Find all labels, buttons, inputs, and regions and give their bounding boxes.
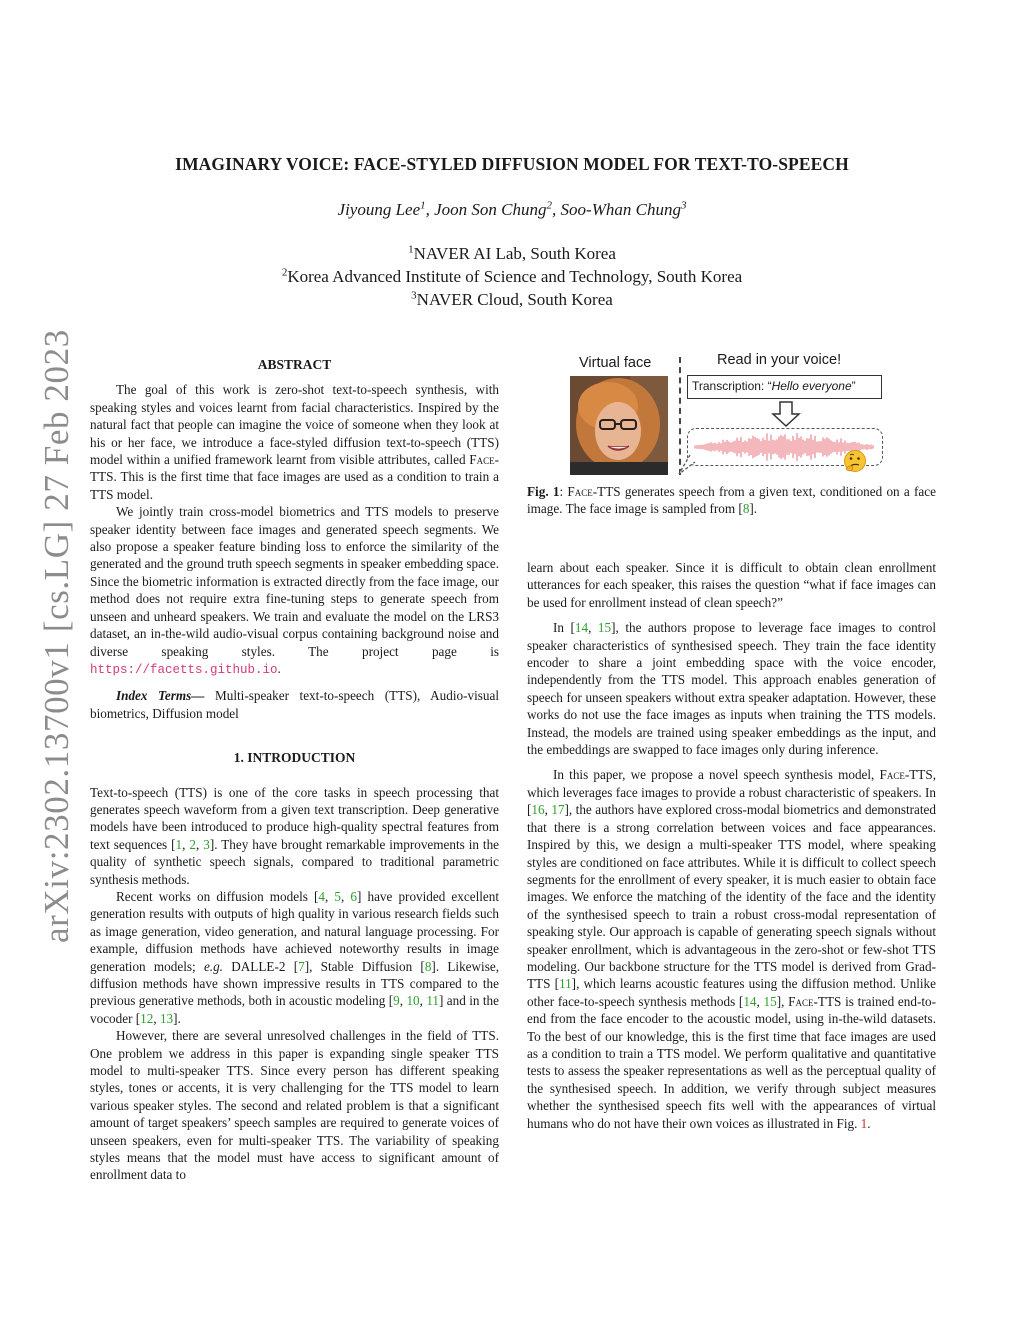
affiliation xyxy=(0,267,1024,287)
thinking-emoji-icon xyxy=(843,449,867,473)
author-name: Soo-Whan Chung xyxy=(560,200,681,219)
read-in-voice-label: Read in your voice! xyxy=(717,352,842,368)
intro-paragraph: However, there are several unresolved challenges in the field of TTS. One problem we address in this paper is expanding single speaker TTS model to multi-speaker TTS. Since every person has different speaking styles, tones or accents, it is very challenging for the TTS model to learn various speaker styles. The second and related problem is that a significant amount of target speakers’ speech samples are required to generate voices of unseen speakers, even for multi-speaker TTS. The variability of speaking styles means that the model must have access to significant amount of enrollment data to xyxy=(90,1028,499,1183)
affiliation-text: NAVER AI Lab, South Korea xyxy=(413,244,616,263)
intro-paragraph: In [14, 15], the authors propose to leverage face images to control speaker characteristics of synthesised speech. They train the face identity encoder to share a joint embedding space with the voice encoder, independently from the TTS model. This approach enables generation of speech for unseen speakers without extra speaker adaptation. However, these works do not use the face images as inputs when training the TTS models. Instead, the models are trained using speaker embeddings as the input, and the embeddings are swapped to face images only during inference. xyxy=(527,620,936,758)
citation-link[interactable]: 9 xyxy=(393,993,400,1009)
citation-link[interactable]: 11 xyxy=(558,976,572,992)
citation-link[interactable]: 8 xyxy=(424,958,432,974)
author-name: Joon Son Chung xyxy=(434,200,547,219)
down-arrow-icon xyxy=(770,400,802,428)
introduction-heading: 1. INTRODUCTION xyxy=(233,750,356,766)
intro-paragraph: learn about each speaker. Since it is difficult to obtain clean enrollment utterances for each speaker, this raises the question “what if face images can be used for enrollment instead of clean speech?” xyxy=(527,560,936,610)
affiliation-sup: 3 xyxy=(411,289,417,302)
citation-link[interactable]: 1 xyxy=(175,836,183,852)
project-page-link[interactable]: https://facetts.github.io xyxy=(90,662,278,677)
affiliation-sup: 2 xyxy=(281,266,288,279)
author-sup: 2 xyxy=(546,199,553,212)
citation-link[interactable]: 7 xyxy=(298,958,305,974)
citation-link[interactable]: 15 xyxy=(763,993,777,1009)
paper-title: IMAGINARY VOICE: FACE-STYLED DIFFUSION MODEL FOR TEXT-TO-SPEECH xyxy=(175,154,849,174)
face-portrait-image xyxy=(570,376,668,475)
right-column xyxy=(527,559,936,1132)
transcription-box xyxy=(687,375,882,399)
abstract-paragraph: The goal of this work is zero-shot text-to-speech synthesis, with speaking styles and voices learnt from facial characteristics. Inspired by the natural fact that people can imagine the voice of someone when they look at his or her face, we introduce a face-styled diffusion text-to-speech (TTS) model within a unified framework learnt from visible attributes, called Face-TTS. This is the first time that face images are used as a condition to train a TTS model. xyxy=(90,382,499,502)
index-terms: Index Terms— Multi-speaker text-to-speech (TTS), Audio-visual biometrics, Diffusion model xyxy=(90,688,499,721)
citation-link[interactable]: 5 xyxy=(334,888,341,904)
citation-link[interactable]: 4 xyxy=(318,888,325,904)
face-image xyxy=(570,376,668,475)
citation-link[interactable]: 14 xyxy=(574,620,589,636)
virtual-face-label: Virtual face xyxy=(579,355,652,371)
left-column xyxy=(90,356,499,1184)
citation-link[interactable]: 12 xyxy=(140,1010,154,1026)
affiliation xyxy=(0,290,1024,310)
citation-link[interactable]: 15 xyxy=(597,620,612,636)
citation-link[interactable]: 16 xyxy=(531,802,545,818)
affiliation-text: NAVER Cloud, South Korea xyxy=(416,290,613,309)
abstract-paragraph: We jointly train cross-model biometrics and TTS models to preserve speaker identity between face images and generated speech segments. We also propose a speaker feature binding loss to enforce the similarity of the generated and the ground truth speech segments in speaker embedding space. Since the biometric information is extracted directly from the face image, our method does not require extra fine-tuning steps to generate speech from unseen and unheard speakers. We train and evaluate the model on the LRS3 dataset, an in-the-wild audio-visual corpus containing background noise and diverse speaking styles. The project page is https://facetts.github.io. xyxy=(90,504,499,677)
citation-link[interactable]: 11 xyxy=(426,993,440,1009)
figure-ref-link[interactable]: 1 xyxy=(860,1115,868,1131)
affiliation xyxy=(0,244,1024,264)
citation-link[interactable]: 6 xyxy=(350,888,357,904)
arxiv-identifier: arXiv:2302.13700v1 [cs.LG] 27 Feb 2023 xyxy=(37,329,76,943)
citation-link[interactable]: 3 xyxy=(203,836,210,852)
citation-link[interactable]: 13 xyxy=(159,1010,174,1026)
figure-caption: Fig. 1: Face-TTS generates speech from a given text, conditioned on a face image. The face image is sampled from [8]. xyxy=(527,484,936,517)
intro-paragraph: Recent works on diffusion models [4, 5, 6] have provided excellent generation results with outputs of high quality in various research fields such as image generation, video generation, and natural language processing. For example, diffusion methods have achieved noteworthy results in image generation models; e.g. DALLE-2 [7], Stable Diffusion [8]. Likewise, diffusion methods have shown impressive results in TTS compared to the previous generative methods, both in acoustic modeling [9, 10, 11] and in the vocoder [12, 13]. xyxy=(90,888,500,1026)
citation-link[interactable]: 14 xyxy=(743,993,757,1009)
transcription-label: Transcription: “ xyxy=(692,379,772,393)
abstract-heading: ABSTRACT xyxy=(257,357,332,372)
citation-link[interactable]: 2 xyxy=(189,836,196,852)
transcription-text: Hello everyone xyxy=(771,379,852,393)
citation-link[interactable]: 8 xyxy=(742,501,750,517)
affiliation-sup: 1 xyxy=(408,243,414,256)
author-list: Jiyoung Lee$^1$, Joon Son Chung$^2$, Soo-Whan Chung$^3$ xyxy=(337,199,687,219)
citation-link[interactable]: 17 xyxy=(551,802,565,818)
intro-paragraph: In this paper, we propose a novel speech synthesis model, Face-TTS, which leverages face images to provide a robust characteristic of speakers. In [16, 17], the authors have explored cross-modal biometrics and demonstrated that there is a strong correlation between voices and face appearances. Inspired by this, we design a multi-speaker TTS model, where speaking styles are conditioned on face attributes. While it is difficult to collect speech segments for the enrollment of every speaker, it is much easier to obtain face images. We enforce the matching of the identity of the face and the identity of the synthesised speech to train a robust cross-modal representation of speaking style. Our approach is capable of generating speech signals without speaker enrollment, which is advantageous in the zero-shot or few-shot TTS modeling. Our backbone structure for the TTS model is derived from Grad-TTS [11], which learns acoustic features using the diffusion method. Unlike other face-to-speech synthesis methods [14, 15], Face-TTS is trained end-to-end from the face encoder to the acoustic model, using in-the-wild datasets. To the best of our knowledge, this is the first time that face images are used as a condition to train a TTS model. We perform qualitative and quantitative tests to assess the speaker representations as well as the perceptual quality of the synthesised speech. In addition, we verify through subject measures whether the synthesised speech fits well with the appearances of virtual humans who do not have their own voices as illustrated in Fig. 1. xyxy=(527,767,937,1131)
intro-paragraph: Text-to-speech (TTS) is one of the core tasks in speech processing that generates speech waveform from a given text transcription. Deep generative models have been introduced to produce high-quality spectral features from text sequences [1, 2, 3]. They have brought remarkable improvements in the quality of synthetic speech signals, compared to traditional parametric synthesis methods. xyxy=(90,784,500,887)
transcription-quote: ” xyxy=(851,379,856,393)
author-sup: 1 xyxy=(420,199,426,212)
affiliation-text: Korea Advanced Institute of Science and Technology, South Korea xyxy=(287,267,743,286)
citation-link[interactable]: 10 xyxy=(406,993,420,1009)
author-name: Jiyoung Lee xyxy=(337,200,421,219)
author-sup: 3 xyxy=(680,199,687,212)
